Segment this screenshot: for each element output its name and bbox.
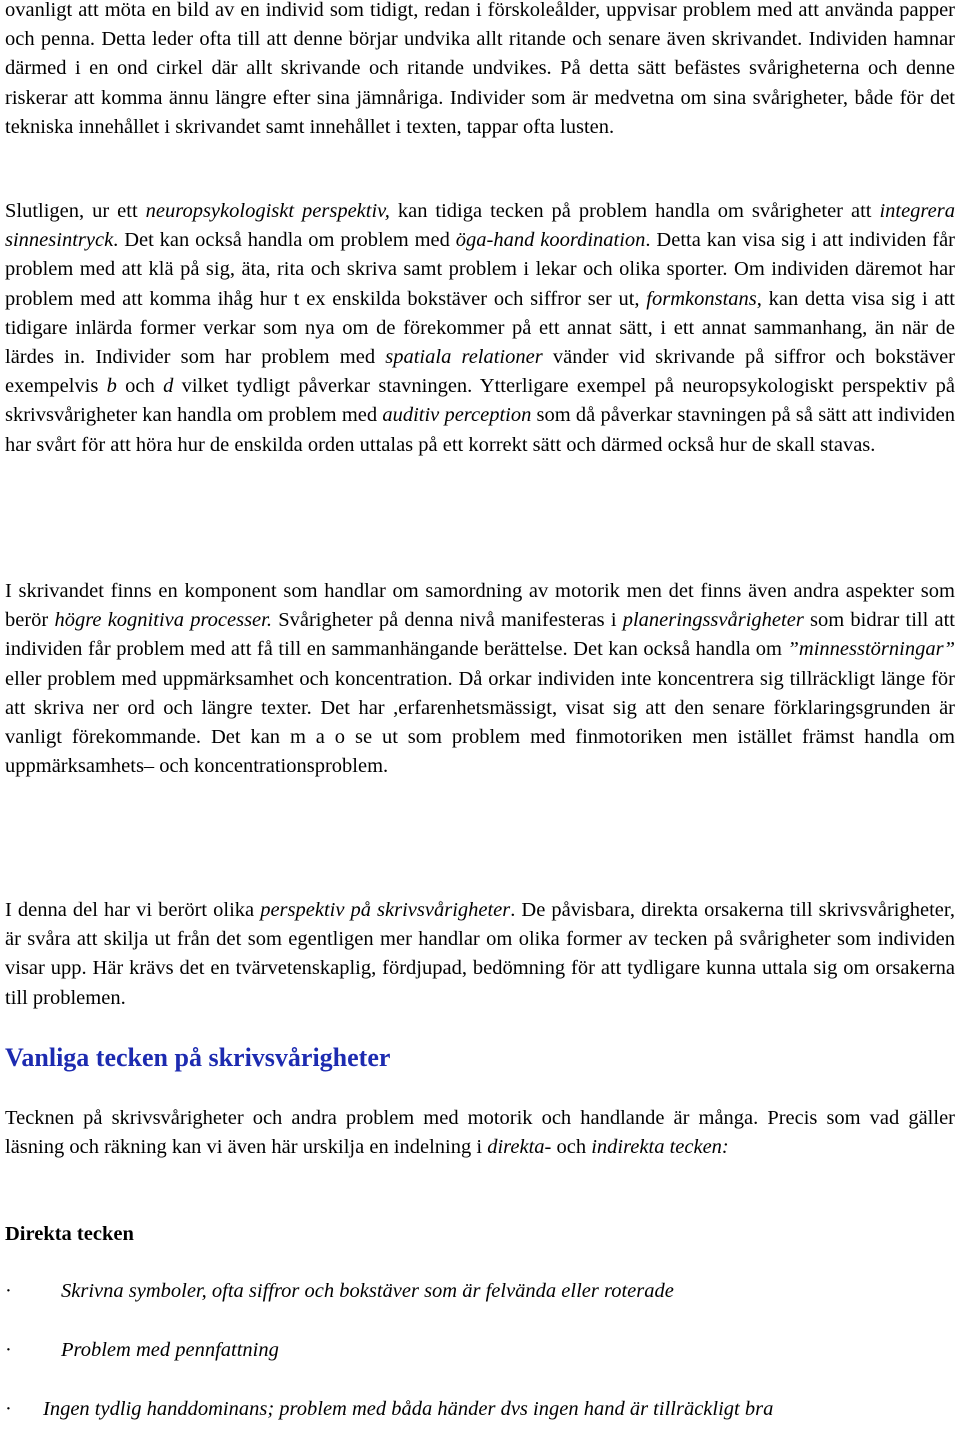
list-item [5, 1336, 955, 1365]
list-item-text: Ingen tydlig handdominans; problem med båda händer dvs ingen hand är tillräckligt bra [43, 1398, 774, 1421]
text-run: eller problem med uppmärksamhet och koncentration. Då orkar individen inte koncentrera sig tillräckligt länge för att skriva ner ord och längre texter. Det har ,erfarenhetsmässigt, visat sig att den senare förklaringsgrunden är vanligt förekommande. Det kan m a o se ut som problem med finmotoriken men istället främst handla om uppmärksamhets– och koncentrationsproblem. [5, 667, 955, 778]
text-run: Tecknen på skrivsvårigheter och andra problem med motorik och handlande är många. Precis som vad gäller läsning och räkning kan vi även här urskilja en indelning i [5, 1107, 955, 1159]
paragraph-1-text: ovanligt att möta en bild av en individ som tidigt, redan i förskoleålder, uppvisar problem med att använda papper och penna. Detta leder ofta till att denne börjar undvika allt ritande och senare även skrivandet. Individen hamnar därmed i en ond cirkel där allt skrivande och ritande undvikes. På detta sätt befästes svårigheterna och denne riskerar att komma ännu längre efter sina jämnåriga. Individer som är medvetna om sina svårigheter, både för det tekniska innehållet i skrivandet samt innehållet i texten, tappar ofta lusten. [5, 0, 955, 138]
paragraph-2 [5, 197, 955, 460]
italic-term: b [106, 375, 117, 398]
text-run: kan tidiga tecken på problem handla om svårigheter att [389, 200, 880, 222]
text-run: Svårigheter på denna nivå manifesteras i [272, 609, 623, 632]
section-heading: Vanliga tecken på skrivsvårigheter [5, 1043, 391, 1072]
text-run: som bidrar till att individen får problem med att få till en sammanhängande berättelse. Det kan också handla om [5, 609, 955, 661]
bullet-icon: · [5, 1398, 12, 1421]
text-run: . Detta kan visa sig i att individen får problem med att klä på sig, äta, rita och skriva samt problem i lekar och olika sporter. Om individen däremot har problem med att komma ihåg hur t ex enskilda bokstäver och siffror ser ut, [5, 229, 955, 310]
text-run: , kan detta visa sig i att tidigare inlärda former verkar som nya om de förekommer på ett annat sätt, i ett annat sammanhang, än när de lärdes in. Individer som har problem med [5, 287, 955, 369]
italic-term: öga-hand koordination [455, 229, 646, 252]
italic-term: neuropsykologiskt perspektiv, [145, 200, 390, 222]
text-run: I denna del har vi berört olika [5, 899, 261, 921]
italic-term: indirekta tecken: [591, 1136, 729, 1159]
text-run: och [551, 1136, 592, 1159]
list-item-text: Problem med pennfattning [61, 1339, 279, 1362]
list-item [5, 1277, 955, 1306]
paragraph-4 [5, 896, 955, 1013]
italic-term: ”minnesstörningar” [787, 638, 955, 661]
italic-term: perspektiv på skrivsvårigheter [260, 899, 511, 921]
italic-term: formkonstans [646, 287, 757, 310]
list-item-text: Skrivna symboler, ofta siffror och bokstäver som är felvända eller roterade [61, 1280, 674, 1302]
text-run: . Det kan också handla om problem med [113, 229, 456, 252]
italic-term: d [163, 375, 174, 398]
text-run: som då påverkar stavningen på så sätt att individen har svårt för att höra hur de enskilda orden uttalas på ett korrekt sätt och därmed också hur de skall stavas. [5, 404, 956, 456]
paragraph-3 [5, 577, 955, 781]
paragraph-1 [5, 0, 955, 142]
italic-term: högre kognitiva processer. [54, 609, 272, 632]
italic-term: direkta- [487, 1136, 552, 1159]
list-item [5, 1395, 955, 1424]
subheading-direkta-tecken: Direkta tecken [5, 1223, 134, 1245]
italic-term: planeringssvårigheter [622, 609, 804, 632]
italic-term: spatiala relationer [385, 346, 543, 369]
text-run: . De påvisbara, direkta orsakerna till skrivsvårigheter, är svåra att skilja ut från det som egentligen mer handlar om olika former av tecken på svårigheter som individen visar upp. Här krävs det en tvärvetenskaplig, fördjupad, bedömning för att tydligare kunna uttala sig om orsakerna till problemen. [5, 899, 955, 1009]
bullet-icon: · [5, 1339, 12, 1362]
italic-term: auditiv perception [382, 404, 532, 427]
text-run: vilket tydligt påverkar stavningen. Ytterligare exempel på neuropsykologiskt perspektiv på skrivsvårigheter kan handla om problem med [5, 375, 955, 427]
paragraph-5 [5, 1104, 955, 1162]
bullet-list [5, 1277, 955, 1425]
text-run: vänder vid skrivande på siffror och bokstäver exempelvis [5, 346, 955, 398]
text-run: I skrivandet finns en komponent som handlar om samordning av motorik men det finns även andra aspekter som berör [5, 580, 955, 632]
italic-term: integrera sinnesintryck [5, 200, 955, 252]
bullet-icon: · [5, 1280, 12, 1302]
text-run: Slutligen, ur ett [5, 200, 146, 222]
text-run: och [116, 375, 164, 398]
